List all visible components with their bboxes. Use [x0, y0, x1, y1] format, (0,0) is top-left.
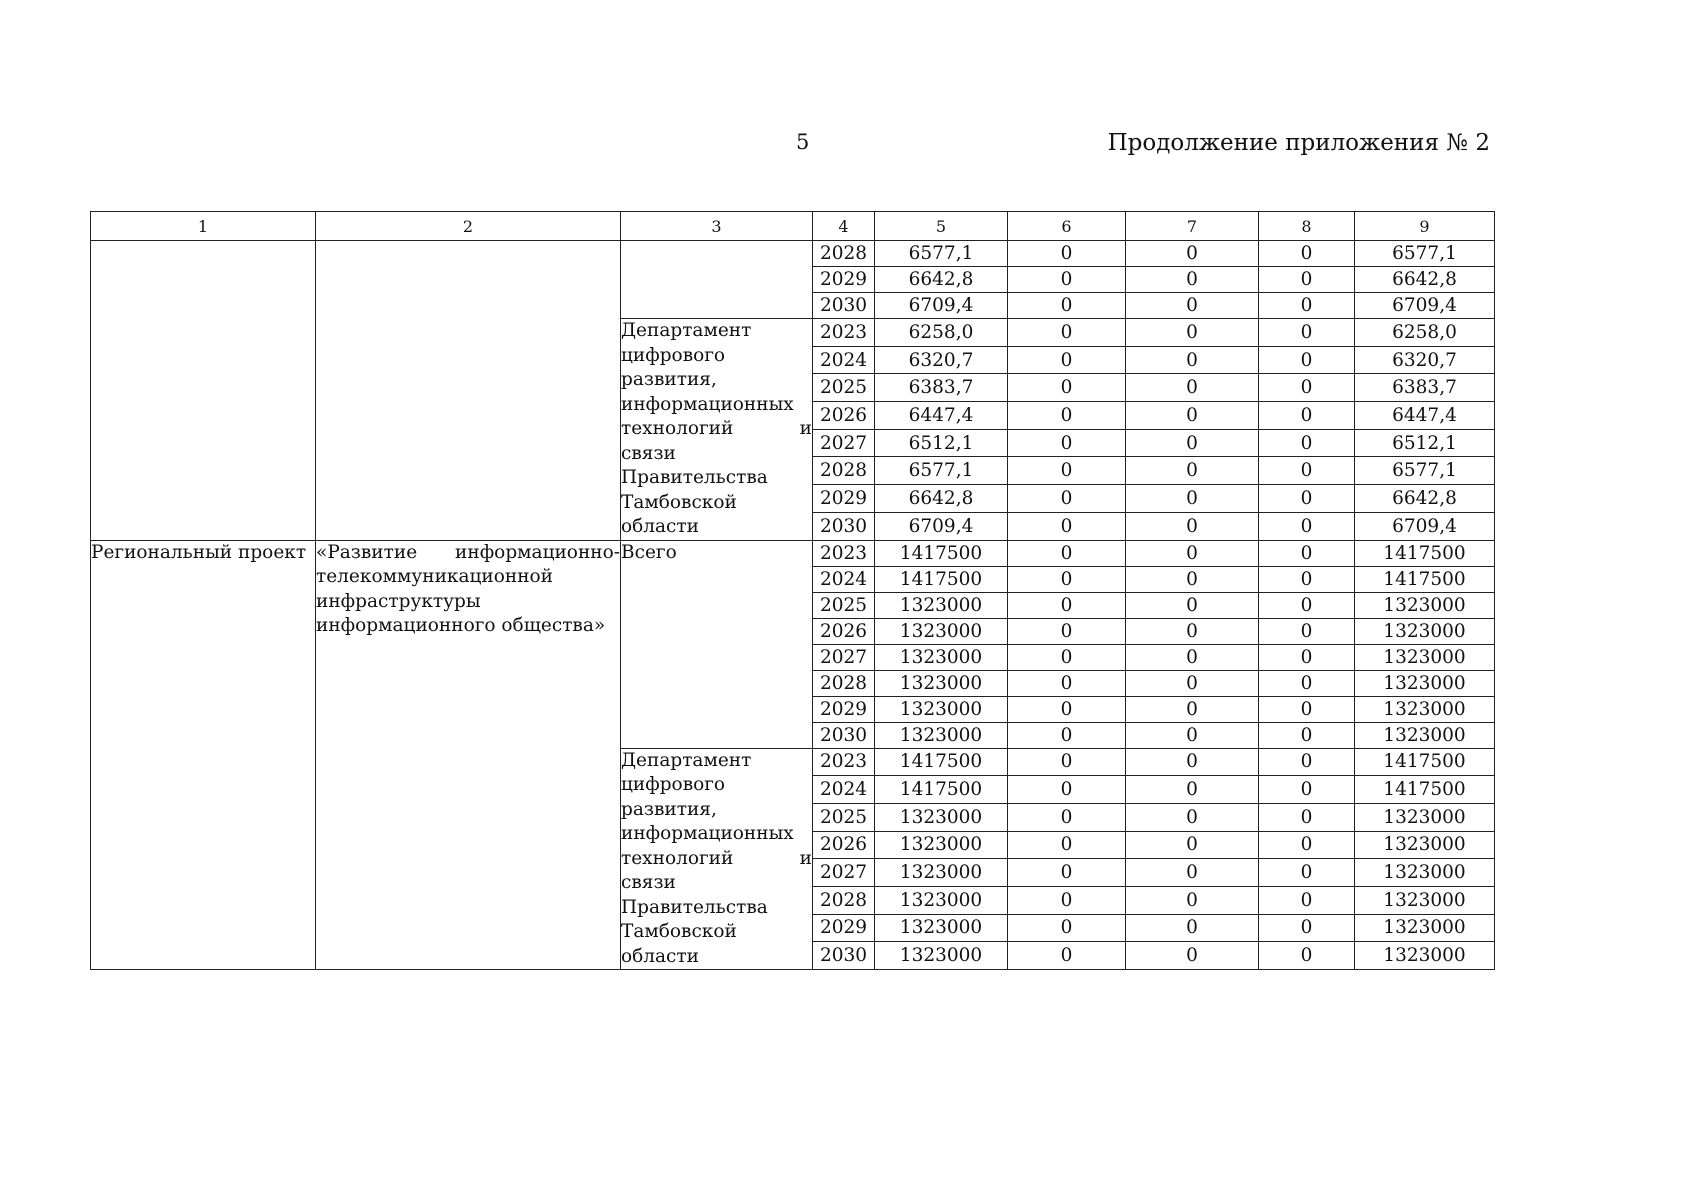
value-cell: 0 [1126, 512, 1259, 540]
value-cell: 1323000 [1355, 886, 1495, 914]
value-cell: 0 [1008, 241, 1126, 267]
year-cell: 2029 [813, 914, 875, 942]
table-row [91, 540, 1495, 566]
value-cell: 0 [1259, 267, 1355, 293]
header-cell: 5 [875, 212, 1008, 241]
value-cell: 1323000 [875, 831, 1008, 859]
value-cell: 0 [1259, 748, 1355, 776]
value-cell: 1323000 [875, 722, 1008, 748]
value-cell: 6383,7 [875, 374, 1008, 402]
value-cell: 1323000 [875, 914, 1008, 942]
value-cell: 6642,8 [1355, 267, 1495, 293]
value-cell: 0 [1126, 293, 1259, 319]
value-cell: 0 [1008, 485, 1126, 513]
value-cell: 0 [1259, 485, 1355, 513]
value-cell: 0 [1259, 886, 1355, 914]
value-cell: 0 [1259, 618, 1355, 644]
value-cell: 0 [1259, 776, 1355, 804]
year-cell: 2028 [813, 241, 875, 267]
header-cell: 3 [621, 212, 813, 241]
value-cell: 1323000 [1355, 831, 1495, 859]
year-cell: 2027 [813, 859, 875, 887]
value-cell: 6642,8 [1355, 485, 1495, 513]
value-cell: 1323000 [1355, 696, 1495, 722]
year-cell: 2023 [813, 540, 875, 566]
value-cell: 0 [1126, 670, 1259, 696]
value-cell: 0 [1008, 592, 1126, 618]
value-cell: 0 [1126, 644, 1259, 670]
value-cell: 0 [1259, 831, 1355, 859]
header-row [91, 212, 1495, 241]
header-cell: 2 [316, 212, 621, 241]
table-body [91, 241, 1495, 970]
financing-table [90, 211, 1495, 970]
value-cell: 1323000 [1355, 644, 1495, 670]
value-cell: 0 [1008, 540, 1126, 566]
value-cell: 1417500 [875, 540, 1008, 566]
project-name-cell: «Развитие информационно-телекоммуникационной инфраструктуры информационного общества» [316, 540, 621, 970]
value-cell: 0 [1008, 886, 1126, 914]
value-cell: 0 [1126, 696, 1259, 722]
year-cell: 2026 [813, 831, 875, 859]
value-cell: 0 [1008, 670, 1126, 696]
value-cell: 6709,4 [1355, 293, 1495, 319]
value-cell: 0 [1008, 644, 1126, 670]
value-cell: 1323000 [875, 803, 1008, 831]
value-cell: 0 [1126, 429, 1259, 457]
value-cell: 0 [1126, 618, 1259, 644]
value-cell: 0 [1126, 859, 1259, 887]
value-cell: 1417500 [875, 776, 1008, 804]
value-cell: 0 [1259, 942, 1355, 970]
year-cell: 2029 [813, 696, 875, 722]
year-cell: 2030 [813, 722, 875, 748]
value-cell: 6258,0 [875, 319, 1008, 347]
year-cell: 2025 [813, 374, 875, 402]
value-cell: 0 [1259, 644, 1355, 670]
value-cell: 0 [1008, 618, 1126, 644]
executor-cell [621, 241, 813, 319]
value-cell: 0 [1259, 241, 1355, 267]
year-cell: 2023 [813, 319, 875, 347]
value-cell: 6320,7 [1355, 346, 1495, 374]
value-cell: 1417500 [1355, 540, 1495, 566]
value-cell: 0 [1008, 803, 1126, 831]
value-cell: 0 [1126, 319, 1259, 347]
value-cell: 6320,7 [875, 346, 1008, 374]
value-cell: 0 [1008, 566, 1126, 592]
year-cell: 2030 [813, 512, 875, 540]
value-cell: 6577,1 [1355, 241, 1495, 267]
value-cell: 0 [1126, 241, 1259, 267]
value-cell: 0 [1259, 803, 1355, 831]
year-cell: 2030 [813, 942, 875, 970]
value-cell: 0 [1259, 696, 1355, 722]
value-cell: 0 [1126, 722, 1259, 748]
value-cell: 6577,1 [1355, 457, 1495, 485]
header-cell: 8 [1259, 212, 1355, 241]
value-cell: 0 [1259, 914, 1355, 942]
value-cell: 0 [1126, 402, 1259, 430]
executor-cell: Департамент цифрового развития, информационных технологий и связи Правительства Тамбовской области [621, 748, 813, 970]
value-cell: 0 [1126, 374, 1259, 402]
value-cell: 0 [1008, 696, 1126, 722]
value-cell: 0 [1008, 267, 1126, 293]
header-cell: 7 [1126, 212, 1259, 241]
table-row [91, 241, 1495, 267]
value-cell: 0 [1008, 429, 1126, 457]
value-cell: 6512,1 [1355, 429, 1495, 457]
value-cell: 0 [1126, 914, 1259, 942]
value-cell: 0 [1008, 457, 1126, 485]
value-cell: 0 [1008, 776, 1126, 804]
value-cell: 0 [1008, 512, 1126, 540]
value-cell: 0 [1259, 540, 1355, 566]
value-cell: 0 [1126, 803, 1259, 831]
value-cell: 0 [1259, 592, 1355, 618]
header-cell: 6 [1008, 212, 1126, 241]
value-cell: 0 [1126, 776, 1259, 804]
value-cell: 1323000 [1355, 914, 1495, 942]
value-cell: 0 [1259, 374, 1355, 402]
value-cell: 0 [1259, 859, 1355, 887]
year-cell: 2024 [813, 346, 875, 374]
value-cell: 0 [1008, 831, 1126, 859]
value-cell: 0 [1126, 346, 1259, 374]
executor-cell: Департамент цифрового развития, информационных технологий и связи Правительства Тамбовской области [621, 319, 813, 541]
value-cell: 1323000 [1355, 859, 1495, 887]
value-cell: 1323000 [1355, 803, 1495, 831]
value-cell: 1323000 [875, 670, 1008, 696]
year-cell: 2027 [813, 644, 875, 670]
value-cell: 0 [1008, 942, 1126, 970]
executor-cell: Всего [621, 540, 813, 748]
value-cell: 0 [1126, 540, 1259, 566]
value-cell: 0 [1008, 914, 1126, 942]
value-cell: 6577,1 [875, 241, 1008, 267]
header-cell: 1 [91, 212, 316, 241]
value-cell: 0 [1259, 346, 1355, 374]
page-number: 5 [796, 130, 810, 154]
value-cell: 6383,7 [1355, 374, 1495, 402]
header-cell: 4 [813, 212, 875, 241]
year-cell: 2024 [813, 776, 875, 804]
value-cell: 1323000 [875, 696, 1008, 722]
value-cell: 0 [1259, 457, 1355, 485]
value-cell: 6447,4 [875, 402, 1008, 430]
value-cell: 1323000 [875, 592, 1008, 618]
value-cell: 0 [1259, 293, 1355, 319]
value-cell: 6709,4 [1355, 512, 1495, 540]
value-cell: 0 [1126, 942, 1259, 970]
value-cell: 0 [1126, 457, 1259, 485]
value-cell: 1417500 [1355, 566, 1495, 592]
value-cell: 0 [1259, 429, 1355, 457]
value-cell: 6709,4 [875, 293, 1008, 319]
year-cell: 2028 [813, 457, 875, 485]
year-cell: 2025 [813, 592, 875, 618]
value-cell: 1323000 [875, 942, 1008, 970]
value-cell: 0 [1259, 319, 1355, 347]
year-cell: 2024 [813, 566, 875, 592]
project-name-cell [316, 241, 621, 541]
year-cell: 2029 [813, 485, 875, 513]
value-cell: 0 [1008, 374, 1126, 402]
value-cell: 6709,4 [875, 512, 1008, 540]
value-cell: 0 [1126, 485, 1259, 513]
value-cell: 0 [1259, 566, 1355, 592]
value-cell: 0 [1259, 670, 1355, 696]
value-cell: 1417500 [1355, 776, 1495, 804]
value-cell: 0 [1126, 886, 1259, 914]
value-cell: 0 [1126, 566, 1259, 592]
year-cell: 2026 [813, 402, 875, 430]
value-cell: 1323000 [1355, 670, 1495, 696]
value-cell: 0 [1008, 346, 1126, 374]
value-cell: 1417500 [875, 748, 1008, 776]
value-cell: 0 [1126, 831, 1259, 859]
value-cell: 1323000 [875, 859, 1008, 887]
value-cell: 0 [1126, 748, 1259, 776]
value-cell: 6447,4 [1355, 402, 1495, 430]
value-cell: 0 [1259, 722, 1355, 748]
value-cell: 0 [1008, 748, 1126, 776]
value-cell: 6512,1 [875, 429, 1008, 457]
value-cell: 1417500 [1355, 748, 1495, 776]
value-cell: 1323000 [1355, 722, 1495, 748]
value-cell: 6577,1 [875, 457, 1008, 485]
value-cell: 0 [1259, 512, 1355, 540]
value-cell: 0 [1008, 319, 1126, 347]
value-cell: 1323000 [1355, 592, 1495, 618]
year-cell: 2028 [813, 670, 875, 696]
value-cell: 6642,8 [875, 485, 1008, 513]
value-cell: 1323000 [1355, 618, 1495, 644]
event-type-cell [91, 241, 316, 541]
year-cell: 2027 [813, 429, 875, 457]
value-cell: 1323000 [875, 644, 1008, 670]
year-cell: 2025 [813, 803, 875, 831]
year-cell: 2029 [813, 267, 875, 293]
value-cell: 6642,8 [875, 267, 1008, 293]
value-cell: 1323000 [875, 886, 1008, 914]
value-cell: 1323000 [1355, 942, 1495, 970]
value-cell: 0 [1008, 293, 1126, 319]
event-type-cell: Региональный проект [91, 540, 316, 970]
year-cell: 2026 [813, 618, 875, 644]
continuation-title: Продолжение приложения № 2 [1107, 130, 1490, 156]
value-cell: 0 [1008, 859, 1126, 887]
header-cell: 9 [1355, 212, 1495, 241]
year-cell: 2023 [813, 748, 875, 776]
year-cell: 2028 [813, 886, 875, 914]
value-cell: 0 [1126, 267, 1259, 293]
value-cell: 1417500 [875, 566, 1008, 592]
value-cell: 6258,0 [1355, 319, 1495, 347]
year-cell: 2030 [813, 293, 875, 319]
value-cell: 0 [1259, 402, 1355, 430]
value-cell: 0 [1126, 592, 1259, 618]
value-cell: 0 [1008, 402, 1126, 430]
value-cell: 0 [1008, 722, 1126, 748]
value-cell: 1323000 [875, 618, 1008, 644]
